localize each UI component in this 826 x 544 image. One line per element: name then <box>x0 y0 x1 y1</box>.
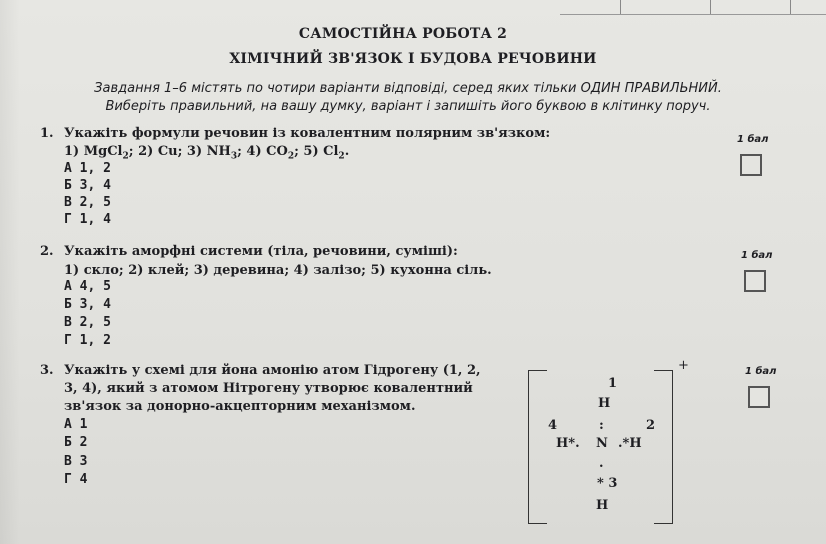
bond-colon: : <box>599 418 604 433</box>
question-text-line-2: 3, 4), який з атомом Нітрогену утворює ковалентний <box>64 381 473 396</box>
score-label: 1 бал <box>737 134 769 145</box>
answer-box-3[interactable] <box>748 386 770 408</box>
question-text: Укажіть аморфні системи (тіла, речовини, суміші): <box>64 244 458 259</box>
answer-option-b: Б 3, 4 <box>64 178 111 193</box>
left-bracket <box>528 370 547 524</box>
answer-option-a: А 1 <box>64 417 88 432</box>
ammonium-ion-scheme <box>528 358 689 525</box>
question-text-line-3: зв'язок за донорно-акцепторним механізмом. <box>64 399 416 414</box>
label-3: * 3 <box>597 476 618 491</box>
answer-option-c: В 3 <box>64 454 88 469</box>
answer-option-d: Г 4 <box>64 472 88 487</box>
question-options-list: 1) скло; 2) клей; 3) деревина; 4) залізо; 5) кухонна сіль. <box>64 263 492 278</box>
answer-option-a: А 1, 2 <box>64 161 111 176</box>
score-label: 1 бал <box>741 250 773 261</box>
answer-option-c: В 2, 5 <box>64 195 111 210</box>
nitrogen-atom: N <box>596 436 608 451</box>
page-title: САМОСТІЙНА РОБОТА 2 <box>298 26 508 42</box>
hydrogen-bottom: H <box>596 498 609 513</box>
answer-box-2[interactable] <box>744 270 766 292</box>
instructions-line-2: Виберіть правильний, на вашу думку, варіант і запишіть його буквою в клітинку поруч. <box>105 99 711 114</box>
bond-dot: . <box>599 456 604 471</box>
answer-option-b: Б 2 <box>64 435 88 450</box>
hydrogen-right: .*H <box>618 436 642 451</box>
answer-option-a: А 4, 5 <box>64 279 111 294</box>
label-1: 1 <box>608 376 618 391</box>
instructions-line-1: Завдання 1–6 містять по чотири варіанти відповіді, серед яких тільки ОДИН ПРАВИЛЬНИЙ. <box>94 81 722 96</box>
score-label: 1 бал <box>745 366 777 377</box>
label-2: 2 <box>646 418 656 433</box>
question-text-line-1: Укажіть у схемі для йона амонію атом Гідрогену (1, 2, <box>64 363 481 378</box>
top-table-edge <box>560 0 826 15</box>
question-number: 3. <box>40 363 54 378</box>
right-bracket <box>654 370 673 524</box>
answer-option-c: В 2, 5 <box>64 315 111 330</box>
answer-box-1[interactable] <box>740 154 762 176</box>
hydrogen-left: H*. <box>556 436 580 451</box>
hydrogen-top: H <box>598 396 611 411</box>
page-subtitle: ХІМІЧНИЙ ЗВ'ЯЗОК І БУДОВА РЕЧОВИНИ <box>229 51 597 67</box>
answer-option-b: Б 3, 4 <box>64 297 111 312</box>
label-4: 4 <box>548 418 558 433</box>
answer-option-d: Г 1, 4 <box>64 212 111 227</box>
question-text: Укажіть формули речовин із ковалентним полярним зв'язком: <box>64 126 551 141</box>
ion-charge: + <box>678 358 689 373</box>
answer-option-d: Г 1, 2 <box>64 333 111 348</box>
question-formulas: 1) MgCl$_2$; 2) Cu; 3) $NH_3$; 4) $CO_2$; 5) $Cl_2$. <box>64 144 350 162</box>
question-number: 2. <box>40 244 54 259</box>
question-number: 1. <box>40 126 54 141</box>
